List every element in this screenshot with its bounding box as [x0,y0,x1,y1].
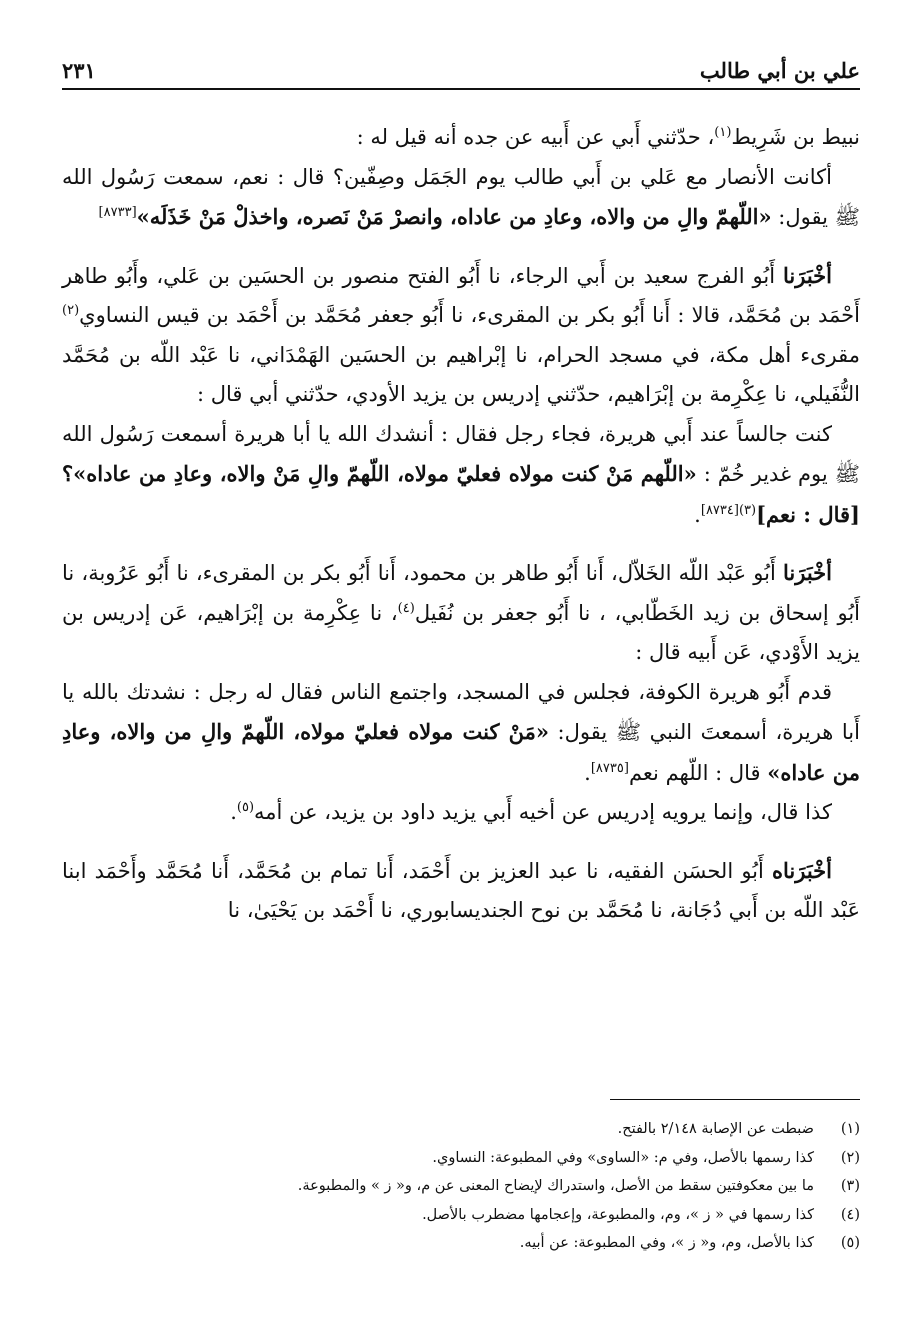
transmission-lead: أخْبَرَنا [783,262,832,288]
text-span: . [230,800,237,824]
paragraph-8 [62,851,860,931]
page-number: ٢٣١ [62,58,96,83]
hadith-reference: [٨٧٣٥] [590,760,629,776]
footnote [62,1115,860,1144]
footnote-marker-4: (٤) [397,600,415,616]
running-title: علي بن أبي طالب [699,58,860,83]
main-text [62,118,860,931]
paragraph-2 [62,158,860,238]
text-span: نبيط بن شَرِيط [731,125,860,149]
footnote-marker-3: (٣) [738,502,757,518]
footnote-number: (٣) [840,1178,860,1194]
transmission-lead: أخْبَرَنا [783,560,832,585]
footnote-text: كذا رسمها في « ز »، وم، والمطبوعة، وإعجامها مضطرب بالأصل. [422,1206,814,1223]
footnote-marker-5: (٥) [236,800,255,815]
text-span: . [584,760,591,785]
footnote-number: (١) [840,1121,860,1137]
text-span: . [694,502,701,527]
hadith-quote: «مَنْ كنت مولاه فعليّ مولاه، اللّهمّ والِ من والاه، وعادِ من عاداه» [62,719,860,785]
hadith-quote: «اللّهم مَنْ كنت مولاه فعليّ مولاه، اللّهمّ والِ مَنْ والاه، وعادِ من عاداه»؟ [قال : نعم] [62,461,860,527]
text-span: ، نا عِكْرِمة بن إبْرَاهيم، عَن إدريس بن يزيد الأَوْدي، عَن أَبيه قال : [62,600,860,664]
footnote-text: كذا بالأصل، وم، و« ز »، وفي المطبوعة: عن أبيه. [519,1235,814,1251]
text-span: ، حدّثني أَبي عن أَبيه عن جده أنه قيل له : [356,125,715,149]
footnote-number: (٢) [840,1149,860,1166]
page-header [62,56,860,90]
text-span: قال : اللّهم نعم [628,760,768,785]
footnote [62,1172,860,1201]
text-span: أَبُو الفرج سعيد بن أَبي الرجاء، نا أَبُو الفتح منصور بن الحسَين بن عَلي، وأَبُو طاهر أَحْمَد بن مُحَمَّد، قالا : أَنا أَبُو بكر بن المقرىء، نا أَبُو جعفر مُحَمَّد بن أَحْمَد بن قيس النساوي [62,263,860,327]
footnote-separator [610,1099,860,1100]
text-span: أكانت الأنصار مع عَلي بن أَبي طالب يوم الجَمَل وصِفّين؟ قال : نعم، سمعت رَسُول الله ﷺ يقول: [62,164,860,229]
footnotes [62,1115,860,1258]
text-span: أَبُو الحسَن الفقيه، نا عبد العزيز بن أَحْمَد، أَنا تمام بن مُحَمَّد، أَنا مُحَمَّد وأَحْمَد ابنا عَبْد اللّه بن أَبي دُجَانة، نا مُحَمَّد بن نوح الجنديسابوري، نا أَحْمَد بن يَحْيَىٰ، نا [62,858,860,922]
footnote-text: ما بين معكوفتين سقط من الأصل، واستدراك لإيضاح المعنى عن م، و« ز » والمطبوعة. [297,1178,814,1194]
text-span: أَبُو عَبْد اللّه الخَلاّل، أَنا أَبُو طاهر بن محمود، أَنا أَبُو بكر بن المقرىء، نا أَبُو عَرُوبة، نا أَبُو إسحاق بن زيد الخَطّابي، ، نا أَبُو جعفر بن نُفَيل [62,561,861,625]
footnote-marker-2: (٢) [62,303,80,318]
hadith-quote: «اللّهمّ والِ من والاه، وعادِ من عاداه، وانصرْ مَنْ نَصره، واخذلْ مَنْ خَذَلَه» [136,204,772,229]
paragraph-7 [62,793,860,833]
footnote-marker-1: (١) [714,125,732,140]
text-span: كنت جالساً عند أَبي هريرة، فجاء رجل فقال : أنشدك الله يا أبا هريرة أسمعت رَسُول الله ﷺ يوم غدير خُمّ : [62,421,860,486]
transmission-lead: أخْبَرَناه [772,857,832,883]
footnote-text: كذا رسمها بالأصل، وفي م: «الساوى» وفي المطبوعة: النساوي. [432,1149,814,1166]
footnote [62,1229,860,1258]
paragraph-4 [62,415,860,536]
text-span: مقرىء أهل مكة، في مسجد الحرام، نا إبْراهيم بن الحسَين الهَمْدَاني، نا عَبْد اللّه بن مُحَمَّد النُّفَيلي، نا عِكْرِمة بن إبْرَاهيم، حدّثني إدريس بن يزيد الأودي، حدّثني أبي قال : [62,342,860,406]
hadith-reference: [٨٧٣٤] [700,502,739,518]
paragraph-6 [62,673,860,794]
text-span: قدم أَبُو هريرة الكوفة، فجلس في المسجد، واجتمع الناس فقال له رجل : نشدتك بالله يا أَبا هريرة، أسمعتَ النبي ﷺ يقول: [62,679,860,744]
footnote [62,1201,860,1230]
paragraph-1 [62,118,860,158]
hadith-reference: [٨٧٣٣] [98,205,137,220]
footnote [62,1144,860,1173]
paragraph-5 [62,553,860,673]
footnote-number: (٥) [840,1235,860,1251]
footnote-number: (٤) [840,1206,860,1223]
footnote-text: ضبطت عن الإصابة ٢/١٤٨ بالفتح. [617,1121,814,1137]
text-span: كذا قال، وإنما يرويه إدريس عن أخيه أَبي يزيد داود بن يزيد، عن أمه [254,800,832,824]
paragraph-3 [62,256,860,415]
